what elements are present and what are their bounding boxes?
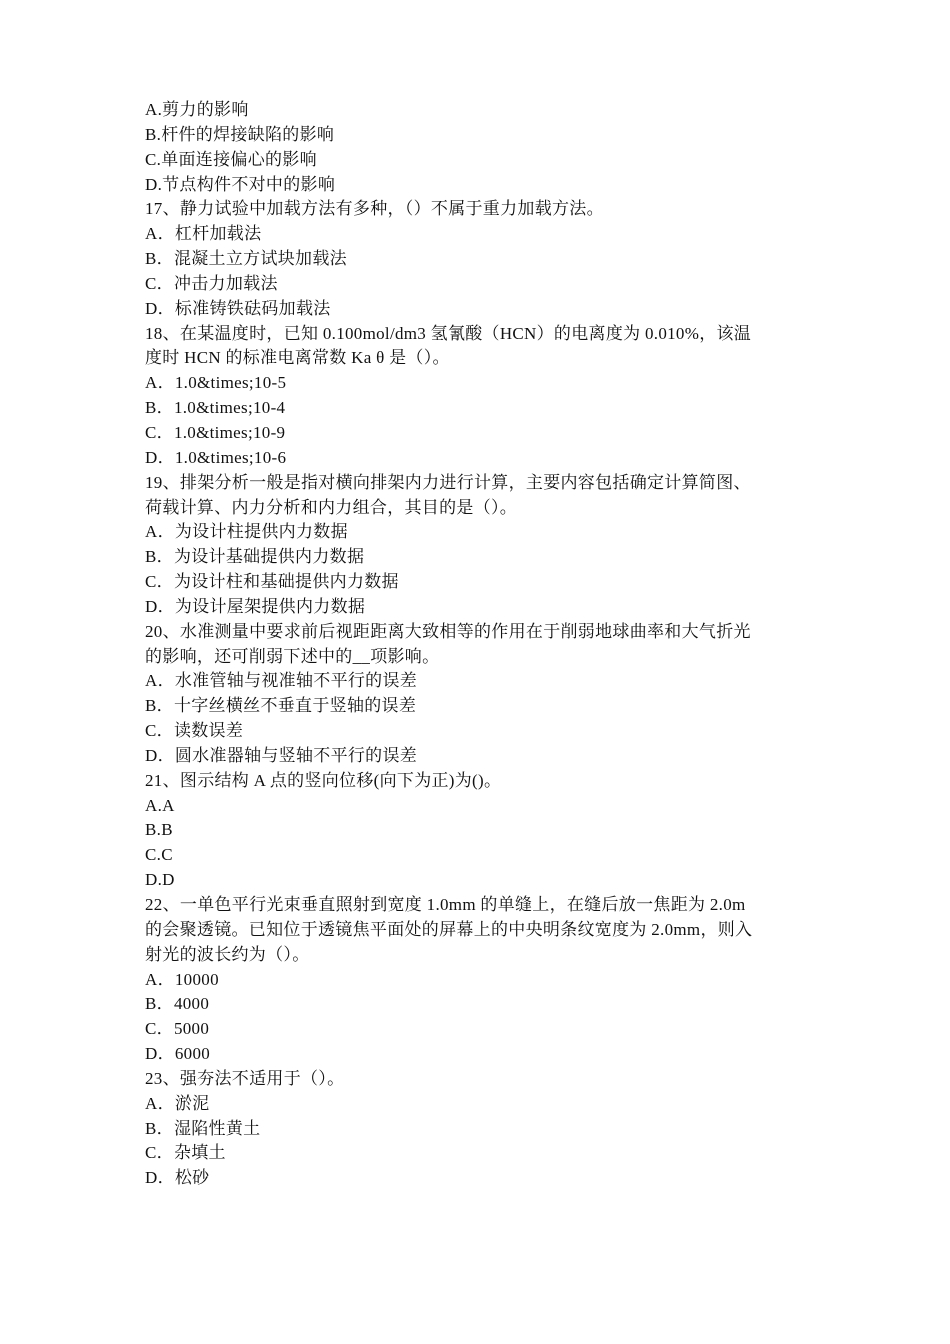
option-21-b: B.B: [145, 820, 173, 840]
option-22-d: D．6000: [145, 1044, 211, 1064]
option-20-d: D．圆水准器轴与竖轴不平行的误差: [145, 745, 418, 765]
option-17-b: B．混凝土立方试块加载法: [145, 249, 347, 269]
option-18-b: B．1.0&times;10-4: [145, 398, 286, 418]
question-17: 17、静力试验中加载方法有多种，（）不属于重力加载方法。: [145, 199, 604, 219]
option-17-a: A．杠杆加载法: [145, 224, 262, 244]
option-21-a: A.A: [145, 795, 175, 815]
option-21-d: D.D: [145, 870, 175, 890]
question-19-line-1: 19、排架分析一般是指对横向排架内力进行计算，主要内容包括确定计算简图、: [145, 472, 751, 492]
question-22-line-1: 22、一单色平行光束垂直照射到宽度 1.0mm 的单缝上，在缝后放一焦距为 2.0m: [145, 895, 746, 914]
option-19-a: A．为设计柱提供内力数据: [145, 522, 348, 542]
option-22-b: B．4000: [145, 994, 210, 1014]
option-19-b: B．为设计基础提供内力数据: [145, 547, 365, 567]
option-17-c: C．冲击力加载法: [145, 273, 278, 293]
option-16-c: C.单面连接偏心的影响: [145, 149, 317, 169]
option-22-a: A．10000: [145, 969, 219, 989]
option-19-c: C．为设计柱和基础提供内力数据: [145, 572, 399, 592]
option-18-c: C．1.0&times;10-9: [145, 422, 286, 442]
question-18-line-1: 18、在某温度时，已知 0.100mol/dm3 氢氰酸（HCN）的电离度为 0.010%，该温: [145, 323, 752, 343]
option-20-c: C．读数误差: [145, 721, 244, 741]
question-21: 21、图示结构 A 点的竖向位移(向下为正)为()。: [145, 770, 502, 790]
option-17-d: D．标准铸铁砝码加载法: [145, 298, 331, 318]
option-23-d: D．松砂: [145, 1168, 210, 1188]
question-22-line-2: 的会聚透镜。已知位于透镜焦平面处的屏幕上的中央明条纹宽度为 2.0mm，则入: [145, 919, 753, 939]
option-20-a: A．水准管轴与视准轴不平行的误差: [145, 671, 418, 691]
option-18-a: A．1.0&times;10-5: [145, 373, 287, 393]
document-page: [145, 98, 810, 1191]
option-23-c: C．杂填土: [145, 1143, 226, 1163]
option-16-d: D.节点构件不对中的影响: [145, 174, 336, 194]
question-20-line-2: 的影响，还可削弱下述中的__项影响。: [145, 646, 440, 666]
option-19-d: D．为设计屋架提供内力数据: [145, 596, 366, 616]
option-21-c: C.C: [145, 845, 173, 865]
question-23: 23、强夯法不适用于（）。: [145, 1068, 345, 1088]
option-22-c: C．5000: [145, 1019, 210, 1039]
question-18-line-2: 度时 HCN 的标准电离常数 Ka θ 是（）。: [145, 348, 450, 368]
option-16-a: A.剪力的影响: [145, 100, 249, 119]
option-16-b: B.杆件的焊接缺陷的影响: [145, 124, 335, 144]
question-20-line-1: 20、水准测量中要求前后视距距离大致相等的作用在于削弱地球曲率和大气折光: [145, 621, 751, 641]
question-22-line-3: 射光的波长约为（）。: [145, 944, 310, 964]
option-18-d: D．1.0&times;10-6: [145, 447, 287, 467]
question-19-line-2: 荷载计算、内力分析和内力组合，其目的是（）。: [145, 497, 518, 517]
option-20-b: B．十字丝横丝不垂直于竖轴的误差: [145, 696, 417, 716]
option-23-a: A．淤泥: [145, 1093, 210, 1113]
option-23-b: B．湿陷性黄土: [145, 1118, 261, 1138]
